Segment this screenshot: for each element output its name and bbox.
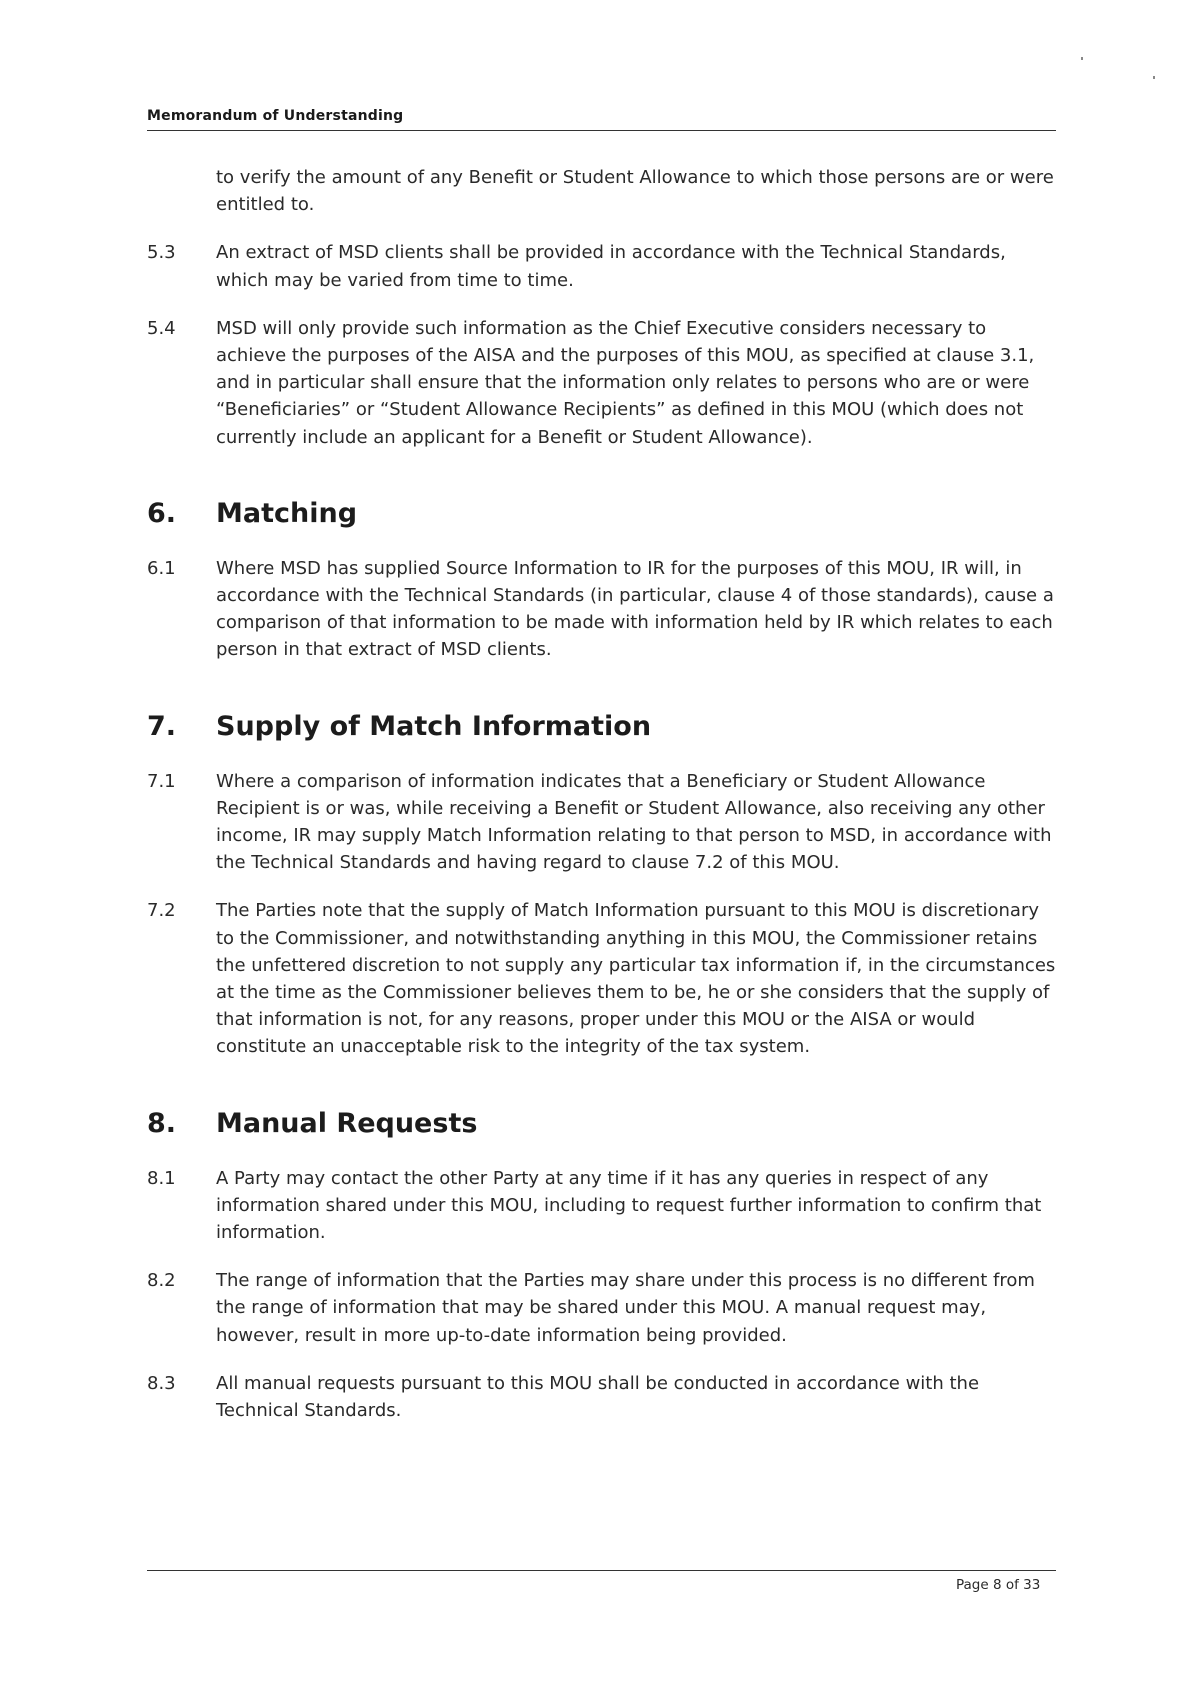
clause-text: An extract of MSD clients shall be provided in accordance with the Technical Standards, which may be varied from time to time. xyxy=(216,242,1006,291)
clause-8-1 xyxy=(147,1165,1057,1247)
clause-number: 8.1 xyxy=(147,1167,176,1189)
page-header-title: Memorandum of Understanding xyxy=(147,108,404,124)
paragraph-text: to verify the amount of any Benefit or Student Allowance to which those persons are or were entitled to. xyxy=(216,167,1054,216)
clause-text: All manual requests pursuant to this MOU shall be conducted in accordance with the Technical Standards. xyxy=(216,1372,980,1422)
clause-8-3 xyxy=(147,1370,1057,1424)
clause-text: MSD will only provide such information as the Chief Executive considers necessary to achieve the purposes of the AISA and the purposes of this MOU, as specified at clause 3.1, and in particular shall ensure that the information only relates to persons who are or were “Beneficiaries” or “Student Allowance Recipients” as defined in this MOU (which does not currently include an applicant for a Benefit or Student Allowance). xyxy=(216,317,1035,448)
footer-divider xyxy=(147,1570,1056,1571)
clause-number: 5.4 xyxy=(147,317,176,339)
section-title: Matching xyxy=(216,497,358,529)
clause-8-2 xyxy=(147,1267,1057,1349)
clause-text: The Parties note that the supply of Match Information pursuant to this MOU is discretionary to the Commissioner, and notwithstanding anything in this MOU, the Commissioner retains the unfettered discretion to not supply any particular tax information if, in the circumstances at the time as the Commissioner believes them to be, he or she considers that the supply of that information is not, for any reasons, proper under this MOU or the AISA or would constitute an unacceptable risk to the integrity of the tax system. xyxy=(216,900,1056,1058)
clause-7-2 xyxy=(147,897,1057,1060)
clause-text: Where MSD has supplied Source Information to IR for the purposes of this MOU, IR will, in accordance with the Technical Standards (in particular, clause 4 of those standards), cause a comparison of that information to be made with information held by IR which relates to each person in that extract of MSD clients. xyxy=(216,557,1054,661)
section-heading-matching xyxy=(147,497,1057,531)
clause-number: 8.3 xyxy=(147,1372,176,1394)
clause-text: A Party may contact the other Party at any time if it has any queries in respect of any information shared under this MOU, including to request further information to confirm that information. xyxy=(216,1167,1042,1244)
continued-paragraph xyxy=(147,164,1057,218)
clause-6-1 xyxy=(147,555,1057,664)
clause-7-1 xyxy=(147,768,1057,877)
scan-speck xyxy=(1153,76,1155,79)
section-title: Manual Requests xyxy=(216,1107,478,1139)
clause-number: 6.1 xyxy=(147,557,176,579)
section-heading-manual-requests xyxy=(147,1107,1057,1141)
clause-5-3 xyxy=(147,239,1057,293)
section-title: Supply of Match Information xyxy=(216,710,652,742)
scan-speck xyxy=(1081,57,1083,60)
clause-number: 8.2 xyxy=(147,1270,176,1292)
section-heading-supply-of-match-information xyxy=(147,710,1057,744)
section-number: 8. xyxy=(147,1107,177,1139)
document-body xyxy=(147,164,1057,1445)
clause-number: 7.2 xyxy=(147,900,176,922)
header-divider xyxy=(147,130,1056,131)
clause-5-4 xyxy=(147,315,1057,451)
section-number: 7. xyxy=(147,710,177,742)
section-number: 6. xyxy=(147,497,177,529)
clause-number: 7.1 xyxy=(147,770,176,792)
page-number: Page 8 of 33 xyxy=(956,1577,1041,1593)
clause-text: The range of information that the Parties may share under this process is no different from the range of information that may be shared under this MOU. A manual request may, however, result in more up-to-date information being provided. xyxy=(216,1270,1035,1346)
clause-number: 5.3 xyxy=(147,242,176,264)
clause-text: Where a comparison of information indicates that a Beneficiary or Student Allowance Recipient is or was, while receiving a Benefit or Student Allowance, also receiving any other income, IR may supply Match Information relating to that person to MSD, in accordance with the Technical Standards and having regard to clause 7.2 of this MOU. xyxy=(216,770,1052,874)
